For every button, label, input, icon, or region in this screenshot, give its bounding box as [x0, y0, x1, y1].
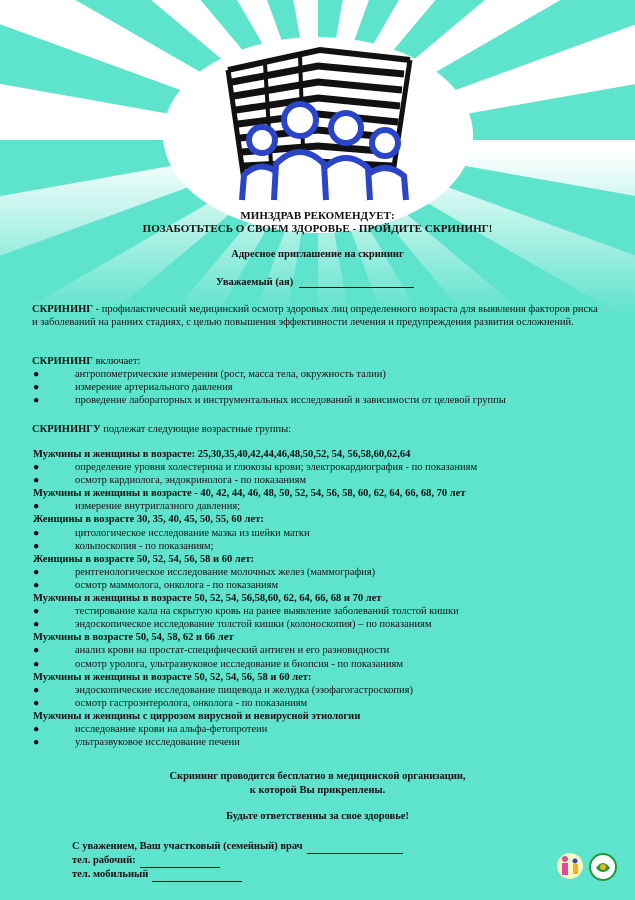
header-title-line1: МИНЗДРАВ РЕКОМЕНДУЕТ: [240, 210, 395, 222]
list-item: ● анализ крови на простат-специфический антиген и его разновидности [33, 645, 390, 657]
bullet-icon: ● [33, 579, 40, 591]
doctor-line: С уважением, Ваш участковый (семейный) врач [72, 840, 403, 854]
list-item: ● измерение внутриглазного давления; [33, 501, 241, 513]
definition-text: - профилактический медицинский осмотр здоровых лиц определенного возраста для выявления факторов риска и заболеваний на ранних стадиях, с целью повышения эффективности лечения и предупреждения развития осложнений. [32, 304, 598, 328]
list-item: ● эндоскопическое исследование толстой кишки (колоноскопия) – по показаниям [33, 619, 432, 631]
bullet-icon: ● [33, 619, 40, 631]
bullet-icon: ● [33, 382, 40, 393]
work-phone-blank [140, 857, 220, 868]
age-groups-list [33, 448, 613, 749]
mobile-phone-blank [152, 871, 242, 882]
list-item: ● рентгенологическое исследование молочных желез (маммография) [33, 566, 376, 578]
doctor-blank-line [307, 843, 403, 854]
list-item: ● осмотр гастроэнтеролога, онколога - по показаниям [33, 697, 308, 709]
bullet-icon: ● [33, 475, 40, 487]
bullet-icon: ● [33, 540, 40, 552]
bullet-icon: ● [33, 501, 40, 513]
bullet-icon: ● [33, 395, 40, 406]
list-item: ● антропометрические измерения (рост, масса тела, окружность талии) [33, 369, 386, 380]
list-item: ● измерение артериального давления [33, 382, 233, 393]
signature-block [72, 840, 403, 882]
bullet-icon: ● [33, 645, 40, 657]
bullet-icon: ● [33, 697, 40, 709]
mobile-phone-line: тел. мобильный [72, 868, 403, 882]
bullet-icon: ● [33, 737, 40, 749]
bullet-icon: ● [33, 658, 40, 670]
subject-term: СКРИНИНГУ [32, 424, 101, 435]
list-item: ● эндоскопические исследование пищевода и желудка (эзофагогастроскопия) [33, 684, 413, 696]
bullet-icon: ● [33, 723, 40, 735]
bullet-icon: ● [33, 566, 40, 578]
bullet-icon: ● [33, 369, 40, 380]
group-heading: Женщины в возрасте 50, 52, 54, 56, 58 и 60 лет: [33, 553, 255, 565]
free-screening-note: Скрининг проводится бесплатно в медицинской организации, к которой Вы прикреплены. [169, 771, 466, 796]
bullet-icon: ● [33, 527, 40, 539]
work-phone-line: тел. рабочий: [72, 854, 403, 868]
list-item: ● проведение лабораторных и инструментальных исследований в зависимости от целевой группы [33, 395, 506, 406]
group-heading: Мужчины и женщины с циррозом вирусной и невирусной этиологии [33, 710, 361, 722]
bullet-icon: ● [33, 684, 40, 696]
header-title-line2: ПОЗАБОТЬТЕСЬ О СВОЕМ ЗДОРОВЬЕ - ПРОЙДИТЕ СКРИНИНГ! [142, 223, 493, 235]
includes-term: СКРИНИНГ [32, 356, 93, 367]
list-item: ● кольпоскопия - по показаниям; [33, 540, 214, 552]
name-blank-line [299, 277, 414, 288]
group-heading: Мужчины и женщины в возрасте 50, 52, 54, 56, 58 и 60 лет: [33, 671, 312, 683]
list-item: ● исследование крови на альфа-фетопротеин [33, 723, 268, 735]
invitation-heading: Адресное приглашение на скрининг [231, 249, 404, 260]
bullet-icon: ● [33, 462, 40, 474]
list-item: ● ультразвуковое исследование печени [33, 737, 240, 749]
list-item: ● осмотр маммолога, онколога - по показаниям [33, 579, 279, 591]
group-heading: Мужчины в возрасте 50, 54, 58, 62 и 66 лет [33, 632, 234, 644]
includes-heading [32, 355, 604, 368]
list-item: ● тестирование кала на скрытую кровь на ранее выявление заболеваний толстой кишки [33, 606, 459, 618]
group-heading: Мужчины и женщины в возрасте 50, 52, 54, 56,58,60, 62, 64, 66, 68 и 70 лет [33, 593, 382, 605]
subject-text: подлежат следующие возрастные группы: [100, 424, 292, 435]
includes-text: включает: [92, 356, 141, 367]
group-heading: Мужчины и женщины в возрасте: 25,30,35,40,42,44,46,48,50,52, 54, 56,58,60,62,64 [33, 449, 411, 460]
definition-term: СКРИНИНГ [32, 304, 93, 315]
includes-list [33, 368, 605, 407]
list-item: ● осмотр уролога, ультразвуковое исследование и биопсия - по показаниям [33, 658, 403, 670]
age-groups-heading [32, 423, 604, 436]
list-item: ● осмотр кардиолога, эндокринолога - по показаниям [33, 475, 307, 487]
screening-definition [32, 303, 604, 329]
greeting-text: Уважаемый (ая) [216, 277, 294, 288]
responsibility-note: Будьте ответственны за свое здоровье! [226, 811, 409, 822]
list-item: ● цитологическое исследование мазка из шейки матки [33, 527, 310, 539]
bullet-icon: ● [33, 606, 40, 618]
group-heading: Женщины в возрасте 30, 35, 40, 45, 50, 55, 60 лет: [33, 514, 264, 526]
greeting-line [216, 277, 414, 288]
group-heading: Мужчины и женщины в возрасте - 40, 42, 44, 46, 48, 50, 52, 54, 56, 58, 60, 62, 64, 66, 68, 70 лет [33, 488, 466, 500]
list-item: ● определение уровня холестерина и глюкозы крови; электрокардиография - по показаниям [33, 462, 478, 474]
